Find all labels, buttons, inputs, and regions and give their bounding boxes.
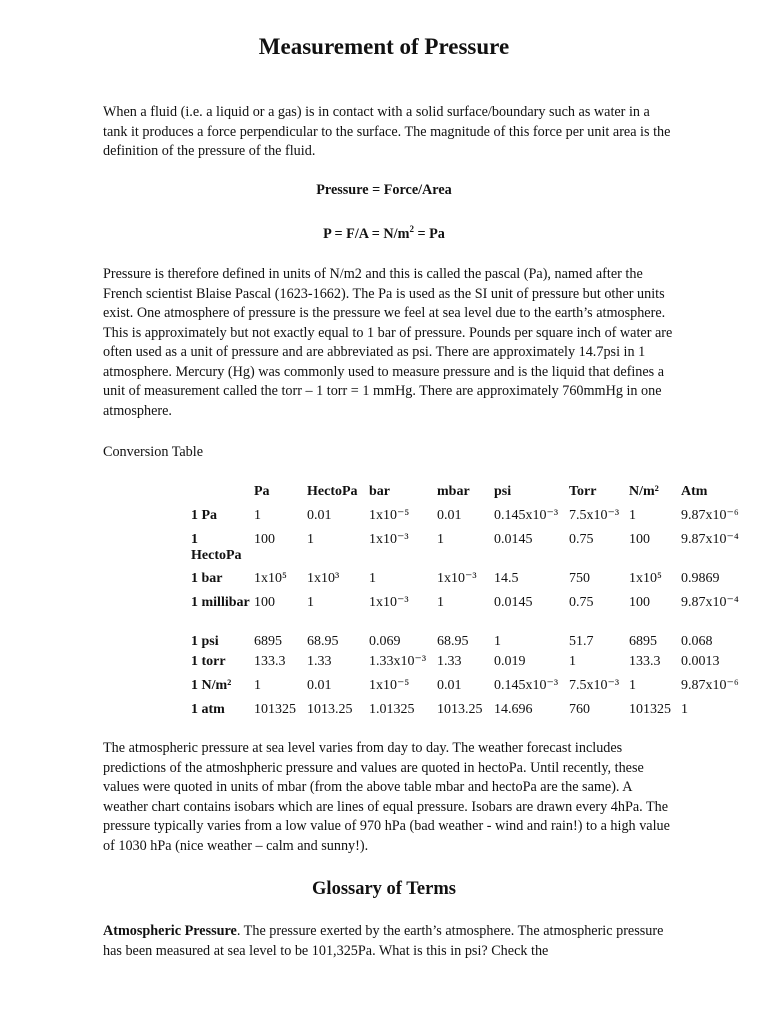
- glossary-heading: Glossary of Terms: [312, 879, 456, 899]
- table-cell: 101325: [629, 702, 671, 717]
- table-cell: 1x10⁻⁵: [369, 508, 410, 523]
- table-cell: 1: [629, 508, 636, 523]
- table-row-label: 1 Pa: [191, 508, 218, 523]
- table-cell: 760: [569, 702, 590, 717]
- table-cell: 1x10⁻³: [369, 595, 409, 610]
- table-cell: 0.0145: [494, 532, 533, 547]
- table-cell: 0.75: [569, 532, 594, 547]
- table-cell: 1x10³: [307, 571, 340, 586]
- table-row-label: 1 HectoPa: [191, 532, 242, 563]
- table-cell: 0.01: [307, 678, 332, 693]
- pressure-units-paragraph: Pressure is therefore defined in units of N/m2 and this is called the pascal (Pa), named after the French scientist Blaise Pascal (1623-1662). The Pa is used as the SI unit of pressure but other units exist. One atmosphere of pressure is the pressure we feel at sea level due to the earth’s atmosphere. This is approximately but not exactly equal to 1 bar of pressure. Pounds per square inch of water are often used as a unit of pressure and are abbreviated as psi. There are approximately 14.7psi in 1 atmosphere. Mercury (Hg) was commonly used to measure pressure and is the liquid that defines a unit of measurement called the torr – 1 torr = 1 mmHg. There are approximately 760mmHg in one atmosphere.: [103, 266, 673, 419]
- table-cell: 750: [569, 571, 590, 586]
- table-header-cell: N/m²: [629, 484, 659, 499]
- table-cell: 101325: [254, 702, 296, 717]
- table-cell: 1.33x10⁻³: [369, 654, 427, 669]
- table-cell: 1: [629, 678, 636, 693]
- table-cell: 1.01325: [369, 702, 415, 717]
- table-cell: 1: [307, 595, 314, 610]
- table-cell: 0.9869: [681, 571, 720, 586]
- table-cell: 0.0145: [494, 595, 533, 610]
- table-row-label: 1 bar: [191, 571, 223, 586]
- table-cell: 6895: [254, 634, 282, 649]
- table-row-label: 1 atm: [191, 702, 225, 717]
- table-cell: 7.5x10⁻³: [569, 678, 620, 693]
- table-cell: 14.696: [494, 702, 533, 717]
- table-cell: 0.068: [681, 634, 713, 649]
- table-cell: 0.75: [569, 595, 594, 610]
- table-cell: 0.145x10⁻³: [494, 508, 559, 523]
- intro-paragraph: When a fluid (i.e. a liquid or a gas) is in contact with a solid surface/boundary such as water in a tank it produces a force perpendicular to the surface. The magnitude of this force per unit area is the definition of the pressure of the fluid.: [103, 104, 671, 159]
- table-cell: 1.33: [437, 654, 462, 669]
- table-cell: 100: [254, 595, 275, 610]
- table-cell: 0.01: [437, 678, 462, 693]
- table-cell: 1: [307, 532, 314, 547]
- table-header-cell: Pa: [254, 484, 270, 499]
- table-cell: 1: [494, 634, 501, 649]
- formula-units-lhs: P = F/A = N/m: [323, 226, 410, 242]
- table-cell: 100: [629, 532, 650, 547]
- table-cell: 9.87x10⁻⁴: [681, 595, 739, 610]
- table-header-cell: Atm: [681, 484, 708, 499]
- table-cell: 1x10⁵: [629, 571, 662, 586]
- table-cell: 133.3: [629, 654, 661, 669]
- table-cell: 9.87x10⁻⁴: [681, 532, 739, 547]
- table-cell: 100: [254, 532, 275, 547]
- table-header-cell: Torr: [569, 484, 597, 499]
- table-cell: 1x10⁻³: [437, 571, 477, 586]
- table-cell: 1: [437, 595, 444, 610]
- glossary-entry: [103, 922, 673, 961]
- page-title: Measurement of Pressure: [258, 34, 510, 59]
- glossary-term: Atmospheric Pressure: [103, 923, 237, 939]
- table-row-label: 1 torr: [191, 654, 226, 669]
- table-header-cell: mbar: [437, 484, 470, 499]
- formula-units-exp: 2: [409, 224, 414, 234]
- table-cell: 14.5: [494, 571, 519, 586]
- glossary-text: . The pressure exerted by the earth’s atmosphere. The atmospheric pressure has been measured at sea level to be 101,325Pa. What is this in psi? Check the: [103, 923, 664, 959]
- table-cell: 1: [437, 532, 444, 547]
- atmospheric-paragraph: The atmospheric pressure at sea level varies from day to day. The weather forecast includes predictions of the atmoshpheric pressure and values are quoted in hectoPa. Until recently, these values were quoted in units of mbar (from the above table mbar and hectoPa are the same). A weather chart contains isobars which are lines of equal pressure. Isobars are drawn every 4hPa. The pressure typically varies from a low value of 970 hPa (bad weather - wind and rain!) to a high value of 1030 hPa (nice weather – calm and sunny!).: [103, 740, 670, 854]
- table-cell: 1x10⁻³: [369, 532, 409, 547]
- table-cell: 1: [369, 571, 376, 586]
- table-cell: 133.3: [254, 654, 286, 669]
- table-cell: 68.95: [437, 634, 469, 649]
- table-cell: 1: [254, 678, 261, 693]
- table-cell: 7.5x10⁻³: [569, 508, 620, 523]
- table-cell: 0.069: [369, 634, 401, 649]
- table-cell: 9.87x10⁻⁶: [681, 508, 739, 523]
- formula-units-rhs: = Pa: [413, 226, 445, 242]
- table-row-label: 1 N/m²: [191, 678, 232, 693]
- table-cell: 0.01: [437, 508, 462, 523]
- table-cell: 0.145x10⁻³: [494, 678, 559, 693]
- table-cell: 1: [254, 508, 261, 523]
- table-cell: 1013.25: [437, 702, 483, 717]
- table-cell: 0.019: [494, 654, 526, 669]
- table-header-cell: HectoPa: [307, 484, 358, 499]
- table-header-cell: psi: [494, 484, 512, 499]
- table-row-label: 1 millibar: [191, 595, 250, 610]
- table-cell: 0.0013: [681, 654, 720, 669]
- formula-units: [0, 226, 768, 243]
- table-cell: 51.7: [569, 634, 594, 649]
- table-cell: 1x10⁻⁵: [369, 678, 410, 693]
- table-cell: 68.95: [307, 634, 339, 649]
- table-cell: 1.33: [307, 654, 332, 669]
- table-cell: 6895: [629, 634, 657, 649]
- table-cell: 1013.25: [307, 702, 353, 717]
- table-row-label: 1 psi: [191, 634, 219, 649]
- table-cell: 0.01: [307, 508, 332, 523]
- table-cell: 1: [569, 654, 576, 669]
- table-cell: 100: [629, 595, 650, 610]
- table-cell: 9.87x10⁻⁶: [681, 678, 739, 693]
- table-cell: 1x10⁵: [254, 571, 287, 586]
- table-cell: 1: [681, 702, 688, 717]
- formula-pressure: Pressure = Force/Area: [316, 182, 452, 198]
- table-header-cell: bar: [369, 484, 390, 499]
- table-label: Conversion Table: [103, 444, 204, 460]
